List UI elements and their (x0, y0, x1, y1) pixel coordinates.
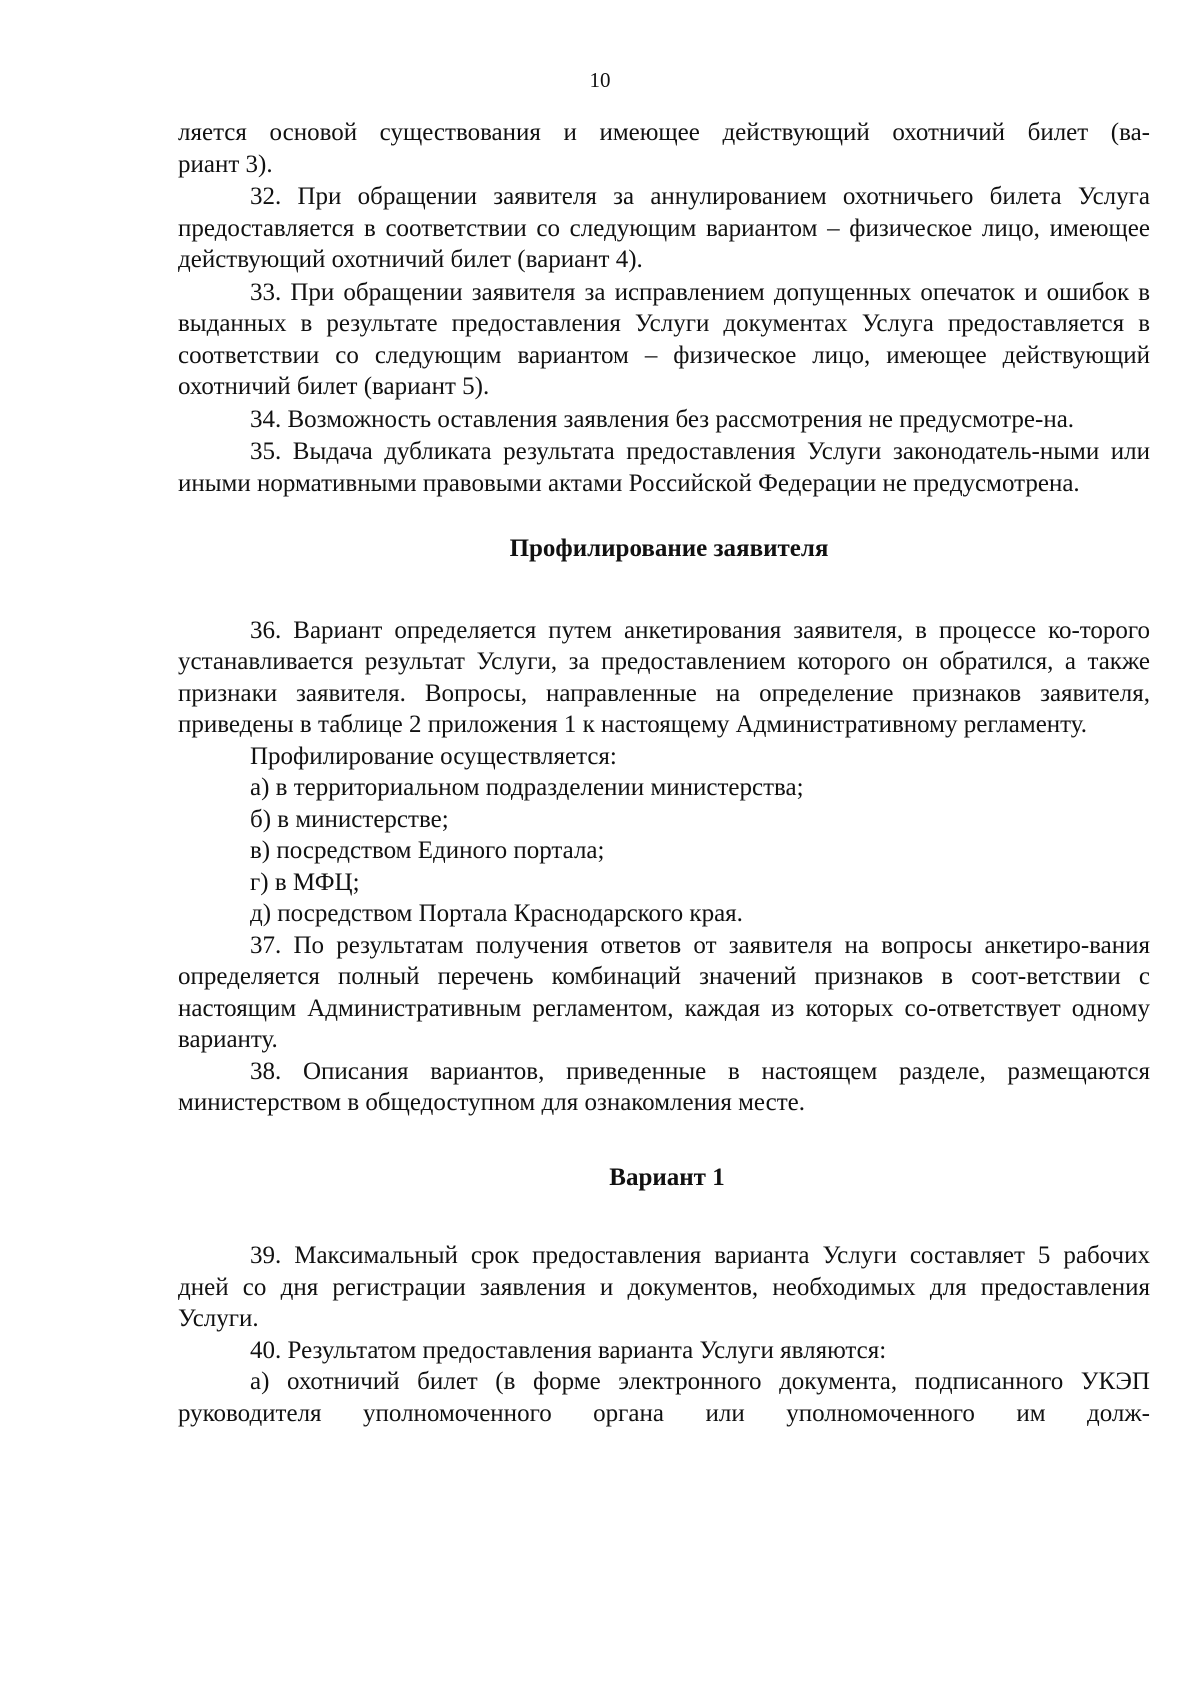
continued-text-line: ляется основой существования и имеющее действующий охотничий билет (ва- (178, 119, 1150, 146)
paragraph-40: 40. Результатом предоставления варианта Услуги являются: (250, 1336, 887, 1364)
paragraph-40-item-a: а) охотничий билет (в форме электронного документа, подписанного УКЭП руководителя уполномоченного органа или уполномоченного им долж- (178, 1368, 1150, 1427)
continued-text-line: риант 3). (178, 150, 273, 178)
paragraph-38: 38. Описания вариантов, приведенные в настоящем разделе, размещаются министерством в общедоступном для ознакомления месте. (178, 1057, 1150, 1116)
profiling-item-b: б) в министерстве; (250, 805, 449, 833)
page-number: 10 (589, 68, 611, 92)
paragraph-37: 37. По результатам получения ответов от заявителя на вопросы анкетиро-вания определяется полный перечень комбинаций значений признаков в соот-ветствии с настоящим Административным регламентом, каждая из которых со-ответствует одному варианту. (178, 931, 1150, 1053)
profiling-item-g: г) в МФЦ; (250, 868, 360, 896)
paragraph-39: 39. Максимальный срок предоставления варианта Услуги составляет 5 рабочих дней со дня регистрации заявления и документов, необходимых для предоставления Услуги. (178, 1242, 1150, 1332)
profiling-item-v: в) посредством Единого портала; (250, 837, 605, 864)
paragraph-35: 35. Выдача дубликата результата предоставления Услуги законодатель-ными или иными нормативными правовыми актами Российской Федерации не предусмотрена. (178, 438, 1150, 497)
profiling-intro: Профилирование осуществляется: (250, 742, 617, 770)
document-body (178, 117, 1150, 1429)
profiling-item-d: д) посредством Портала Краснодарского края. (250, 900, 743, 927)
profiling-item-a: а) в территориальном подразделении министерства; (250, 774, 804, 801)
paragraph-32: 32. При обращении заявителя за аннулированием охотничьего билета Услуга предоставляется в соответствии со следующим вариантом – физическое лицо, имеющее действующий охотничий билет (вариант 4). (178, 183, 1150, 273)
paragraph-36: 36. Вариант определяется путем анкетирования заявителя, в процессе ко-торого устанавливается результат Услуги, за предоставлением которого он обратился, а также признаки заявителя. Вопросы, направленные на определение признаков заявителя, приведены в таблице 2 приложения 1 к настоящему Административному регламенту. (178, 616, 1150, 738)
section-heading-variant-1: Вариант 1 (609, 1163, 725, 1191)
paragraph-34: 34. Возможность оставления заявления без рассмотрения не предусмотре-на. (250, 405, 1075, 433)
paragraph-33: 33. При обращении заявителя за исправлением допущенных опечаток и ошибок в выданных в результате предоставления Услуги документах Услуга предоставляется в соответствии со следующим вариантом – физическое лицо, имеющее действующий охотничий билет (вариант 5). (178, 278, 1150, 400)
section-heading-profiling: Профилирование заявителя (509, 535, 829, 562)
